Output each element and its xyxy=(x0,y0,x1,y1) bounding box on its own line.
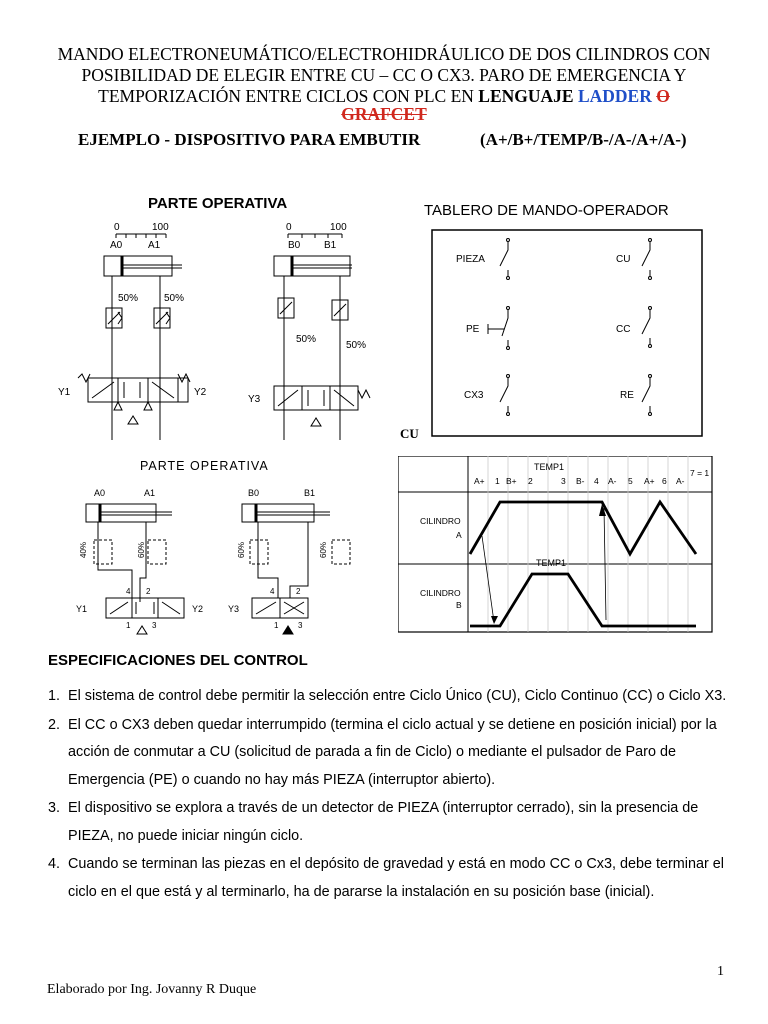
pct-b-left: 50% xyxy=(296,334,317,345)
cilindro-b-label-1: CILINDRO xyxy=(420,588,461,598)
spec-number: 3. xyxy=(48,800,61,816)
spec-item xyxy=(48,795,728,850)
label-b0: B0 xyxy=(288,240,301,251)
spec-item xyxy=(48,712,728,795)
port-3b: 3 xyxy=(298,621,303,630)
pct-2: 60% xyxy=(137,541,146,558)
example-label: EJEMPLO - DISPOSITIVO PARA EMBUTIR xyxy=(78,130,421,149)
label-y2-2: Y2 xyxy=(192,604,204,614)
parte-operativa-diagram-2 xyxy=(62,454,378,644)
title-line-1: MANDO ELECTRONEUMÁTICO/ELECTROHIDRÁULICO DE DOS CILINDROS CON xyxy=(57,44,711,64)
label-y3: Y3 xyxy=(248,394,261,405)
pct-1: 40% xyxy=(79,541,88,558)
switch-cc-label: CC xyxy=(616,324,631,335)
label-a1: A1 xyxy=(148,240,161,251)
cilindro-b-label-2: B xyxy=(456,600,462,610)
label-a0: A0 xyxy=(110,240,123,251)
port-2a: 2 xyxy=(146,587,151,596)
pct-4: 60% xyxy=(319,541,328,558)
spec-text: Cuando se terminan las piezas en el depósito de gravedad y está en modo CC o Cx3, debe terminar el ciclo en el que está y al terminarlo, ha de pararse la instalación en su posición base (inicial). xyxy=(68,856,724,900)
tablero-mando-panel xyxy=(420,196,720,442)
step-a-plus-1: A+ xyxy=(474,476,485,486)
pct-a-right: 50% xyxy=(164,293,185,304)
label-y1: Y1 xyxy=(58,387,71,398)
example-heading xyxy=(78,130,687,150)
spec-text: El dispositivo se explora a través de un detector de PIEZA (interruptor cerrado), sin la presencia de PIEZA, no puede iniciar ningún ciclo. xyxy=(68,800,699,844)
cylinder-a-trace xyxy=(470,502,696,554)
title-line-3-text: TEMPORIZACIÓN ENTRE CICLOS CON PLC EN xyxy=(98,86,479,106)
port-3a: 3 xyxy=(152,621,157,630)
spec-text: El CC o CX3 deben quedar interrumpido (termina el ciclo actual y se detiene en posición inicial) por la acción de conmutar a CU (solicitud de parada a fin de Ciclo) o mediante el pulsador de Paro de Emergencia (PE) o cuando no hay más PIEZA (interruptor abierto). xyxy=(68,716,717,788)
scale-100-b: 100 xyxy=(330,222,347,233)
spec-number: 2. xyxy=(48,716,61,733)
step-a-minus-1: A- xyxy=(608,476,617,486)
step-a-plus-2: A+ xyxy=(644,476,655,486)
pct-3: 60% xyxy=(237,541,246,558)
switch-re-label: RE xyxy=(620,390,634,401)
cilindro-a-label-2: A xyxy=(456,530,462,540)
step-b-minus: B- xyxy=(576,476,585,486)
port-1a: 1 xyxy=(126,621,131,630)
step-6: 6 xyxy=(662,476,667,486)
cu-label: CU xyxy=(400,426,419,441)
scale-100-a: 100 xyxy=(152,222,169,233)
label-a1-2: A1 xyxy=(144,488,156,498)
example-sequence: (A+/B+/TEMP/B-/A-/A+/A-) xyxy=(480,130,687,149)
spec-number: 4. xyxy=(48,856,61,872)
space-phase-diagram xyxy=(398,456,718,634)
label-b1: B1 xyxy=(324,240,337,251)
switch-cx3-label: CX3 xyxy=(464,390,484,401)
pct-b-right: 50% xyxy=(346,340,367,351)
label-y3-2: Y3 xyxy=(228,604,240,614)
port-1b: 1 xyxy=(274,621,279,630)
port-4a: 4 xyxy=(126,587,131,596)
step-4: 4 xyxy=(594,476,599,486)
label-y1-2: Y1 xyxy=(76,604,88,614)
port-4b: 4 xyxy=(270,587,275,596)
parte-operativa-heading-2: PARTE OPERATIVA xyxy=(140,459,269,473)
title-line-2: POSIBILIDAD DE ELEGIR ENTRE CU – CC O CX3. PARO DE EMERGENCIA Y xyxy=(81,65,687,85)
specs-heading: ESPECIFICACIONES DEL CONTROL xyxy=(48,652,308,669)
specs-list xyxy=(48,683,728,907)
spec-number: 1. xyxy=(48,688,61,704)
parte-operativa-heading-1: PARTE OPERATIVA xyxy=(148,195,288,212)
label-b1-2: B1 xyxy=(304,488,316,498)
spec-text: El sistema de control debe permitir la selección entre Ciclo Único (CU), Ciclo Continuo (CC) o Ciclo X3. xyxy=(68,688,727,704)
switch-pe-label: PE xyxy=(466,324,480,335)
scale-0-b: 0 xyxy=(286,222,292,233)
title-ladder: LADDER xyxy=(577,86,652,106)
step-a-minus-2: A- xyxy=(676,476,685,486)
title-grafcet: GRAFCET xyxy=(341,104,427,124)
pct-a-left: 50% xyxy=(118,293,139,304)
title-lenguaje: LENGUAJE xyxy=(478,86,574,106)
step-1: 1 xyxy=(495,476,500,486)
document-title xyxy=(30,44,738,124)
parte-operativa-diagram-1 xyxy=(52,188,392,440)
switch-pieza-label: PIEZA xyxy=(456,254,485,265)
step-3: 3 xyxy=(561,476,566,486)
switch-cu-label: CU xyxy=(616,254,631,265)
page-number: 1 xyxy=(717,964,724,979)
spec-item xyxy=(48,851,728,906)
tablero-heading: TABLERO DE MANDO-OPERADOR xyxy=(424,202,669,219)
title-o: O xyxy=(656,86,670,106)
step-5: 5 xyxy=(628,476,633,486)
label-a0-2: A0 xyxy=(94,488,106,498)
cilindro-a-label-1: CILINDRO xyxy=(420,516,461,526)
step-7-equals-1: 7 = 1 xyxy=(690,468,710,478)
spec-item xyxy=(48,683,728,711)
temp1-b-label: TEMP1 xyxy=(536,558,567,568)
label-y2: Y2 xyxy=(194,387,207,398)
label-b0-2: B0 xyxy=(248,488,260,498)
step-2: 2 xyxy=(528,476,533,486)
footer-author: Elaborado por Ing. Jovanny R Duque xyxy=(47,982,257,997)
temp1-top-label: TEMP1 xyxy=(534,462,565,472)
scale-0-a: 0 xyxy=(114,222,120,233)
step-b-plus: B+ xyxy=(506,476,517,486)
port-2b: 2 xyxy=(296,587,301,596)
cylinder-b-trace xyxy=(470,574,696,626)
